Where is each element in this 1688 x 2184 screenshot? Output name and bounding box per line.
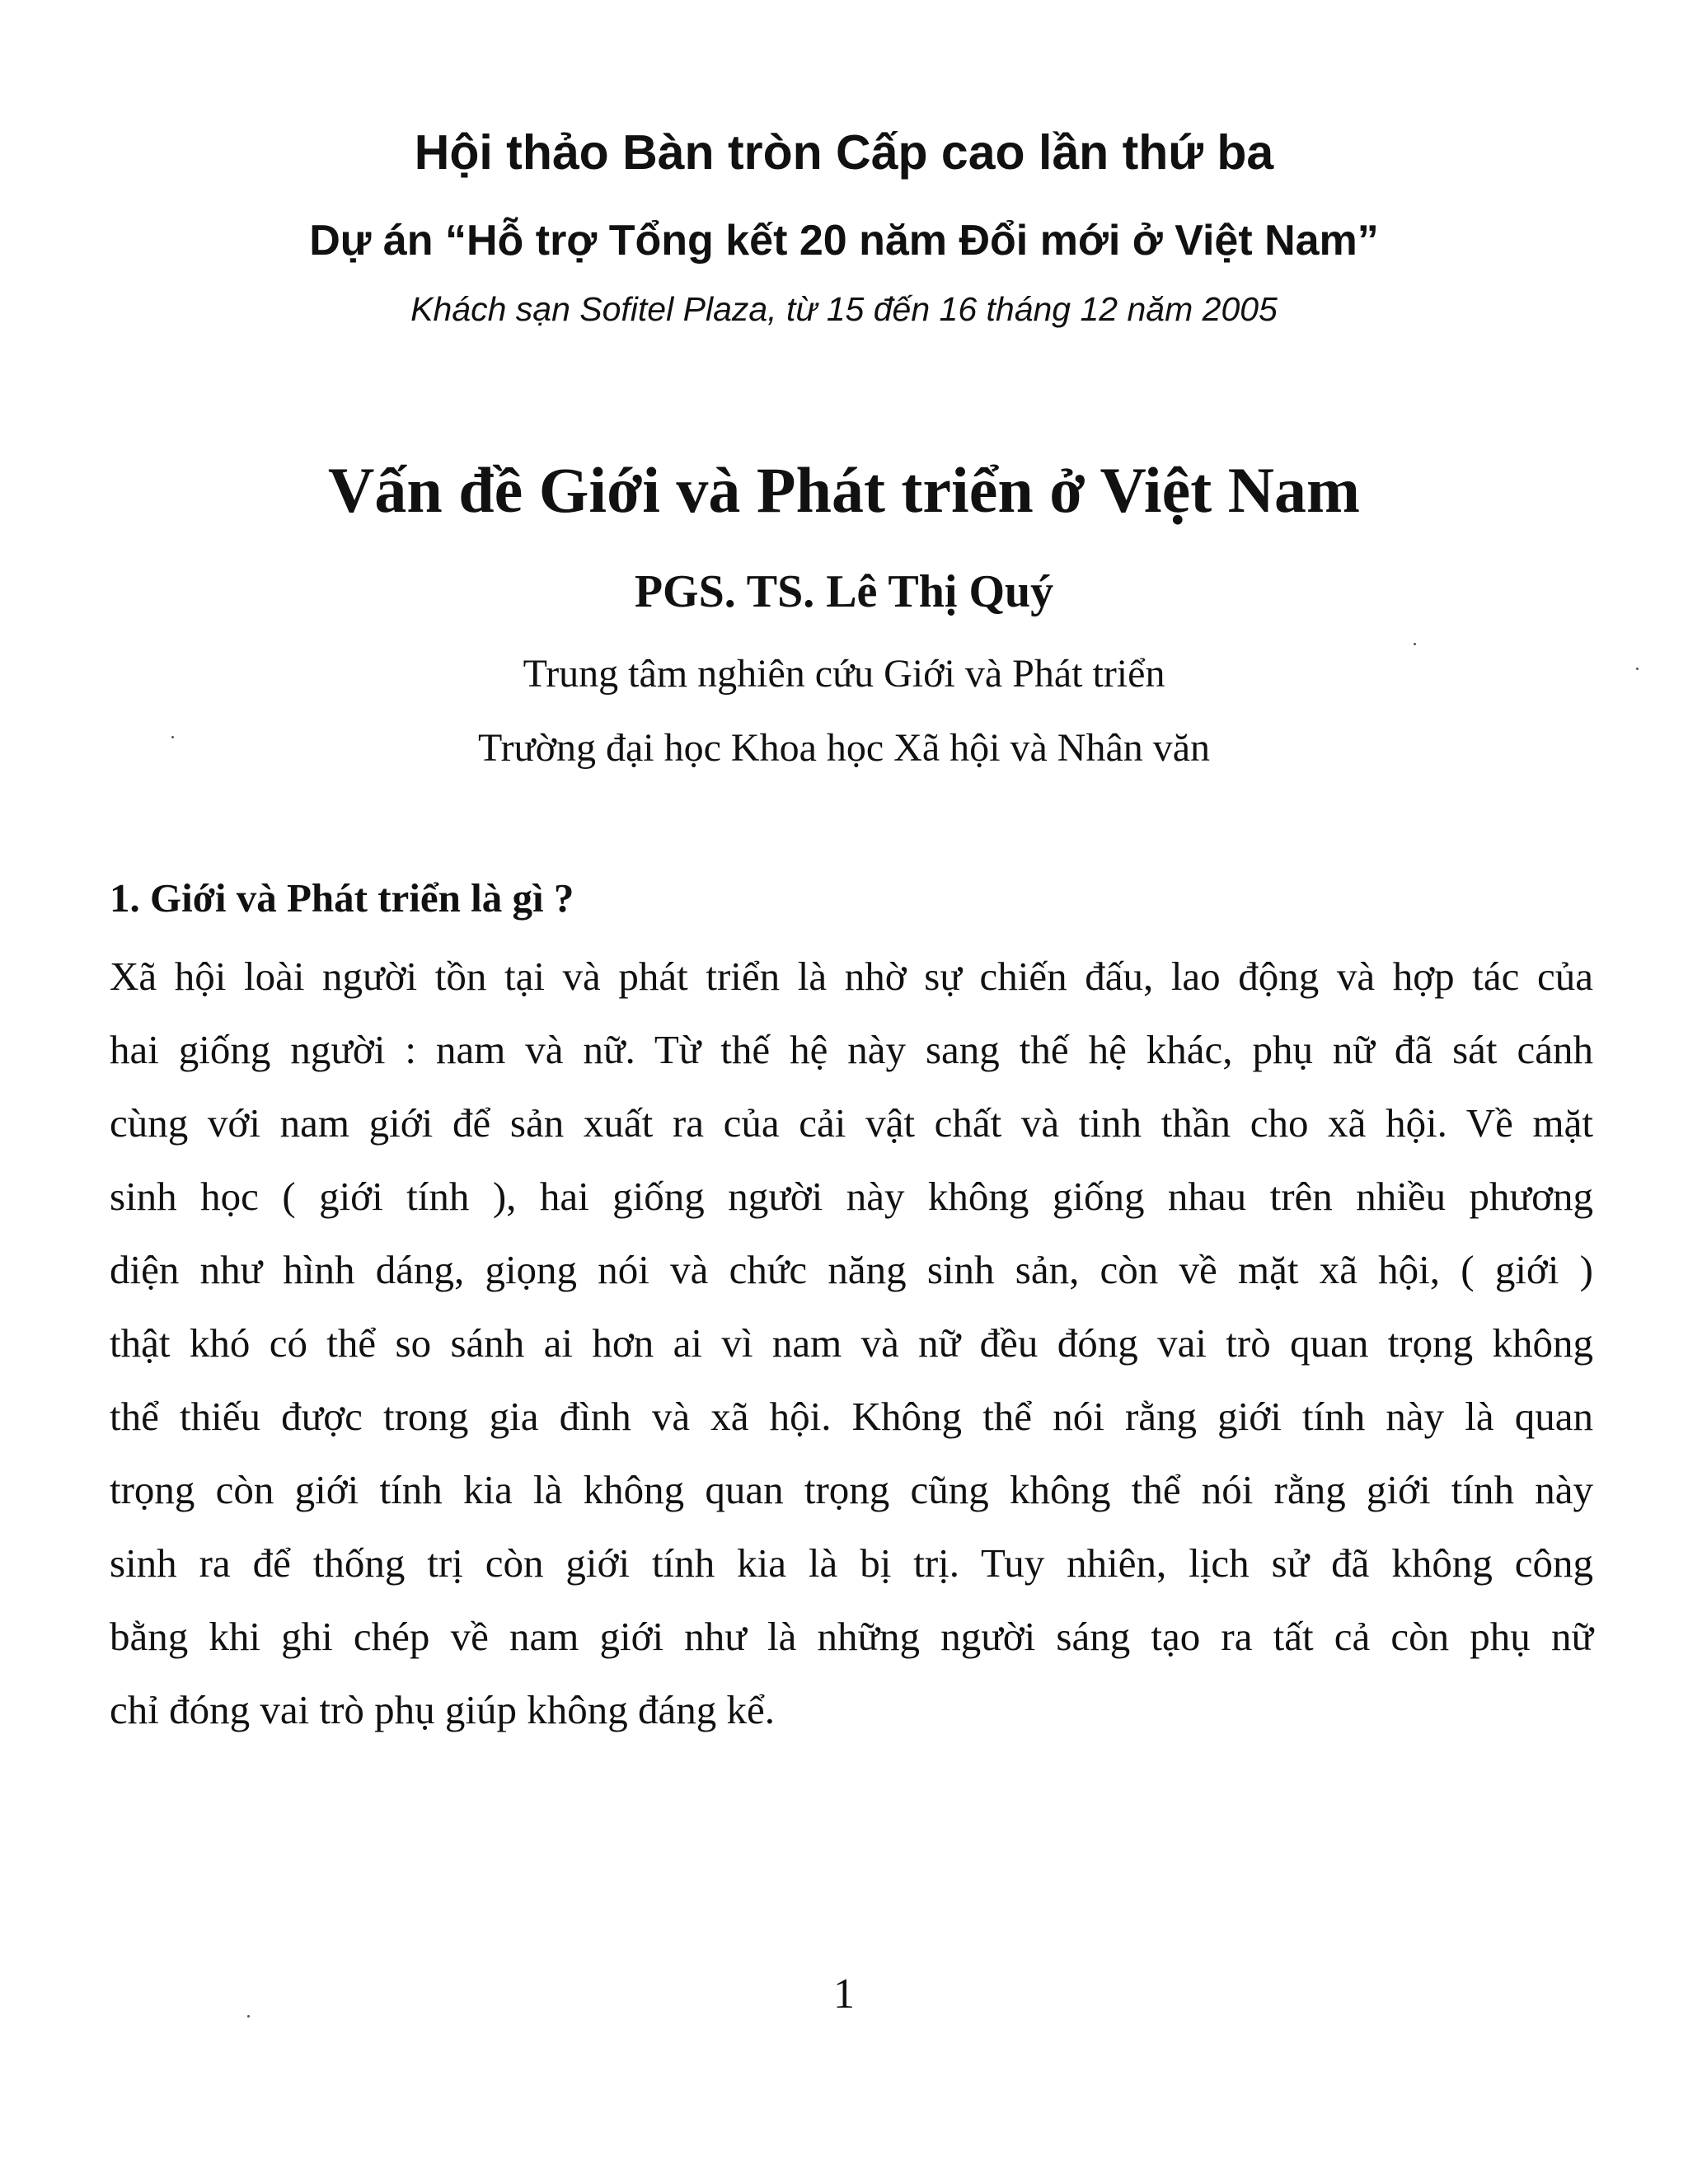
body-line: diện như hình dáng, giọng nói và chức năng sinh sản, còn về mặt xã hội, ( giới ): [110, 1247, 1593, 1292]
body-line: sinh ra để thống trị còn giới tính kia là bị trị. Tuy nhiên, lịch sử đã không công: [110, 1540, 1593, 1586]
body-line: thật khó có thể so sánh ai hơn ai vì nam và nữ đều đóng vai trò quan trọng không: [110, 1320, 1593, 1366]
body-line: cùng với nam giới để sản xuất ra của cải vật chất và tinh thần cho xã hội. Về mặt: [110, 1100, 1593, 1146]
body-line: chỉ đóng vai trò phụ giúp không đáng kể.: [110, 1687, 776, 1732]
page-number: 1: [833, 1971, 855, 2018]
paper-title: Vấn đề Giới và Phát triển ở Việt Nam: [328, 454, 1360, 526]
venue-line: Khách sạn Sofitel Plaza, từ 15 đến 16 tháng 12 năm 2005: [410, 290, 1278, 328]
scan-speck: [1636, 668, 1639, 670]
scan-speck: [1414, 643, 1416, 645]
body-line: Xã hội loài người tồn tại và phát triển là nhờ sự chiến đấu, lao động và hợp tác của: [110, 954, 1593, 999]
section-body: [110, 940, 1593, 1746]
author-name: PGS. TS. Lê Thị Quý: [634, 566, 1054, 617]
body-line: sinh học ( giới tính ), hai giống người này không giống nhau trên nhiều phương: [110, 1174, 1593, 1219]
affiliation-university: Trường đại học Khoa học Xã hội và Nhân văn: [477, 726, 1211, 770]
body-line: bằng khi ghi chép về nam giới như là những người sáng tạo ra tất cả còn phụ nữ: [110, 1614, 1593, 1659]
project-title: Dự án “Hỗ trợ Tổng kết 20 năm Đổi mới ở Việt Nam”: [309, 217, 1379, 265]
scan-speck: [247, 2015, 250, 2018]
scan-speck: [171, 736, 174, 738]
conference-title: Hội thảo Bàn tròn Cấp cao lần thứ ba: [414, 125, 1274, 180]
body-line: hai giống người : nam và nữ. Từ thế hệ này sang thế hệ khác, phụ nữ đã sát cánh: [110, 1027, 1593, 1072]
body-line: thể thiếu được trong gia đình và xã hội. Không thể nói rằng giới tính này là quan: [110, 1394, 1593, 1439]
section-heading: 1. Giới và Phát triển là gì ?: [110, 875, 574, 921]
body-line: trọng còn giới tính kia là không quan trọng cũng không thể nói rằng giới tính này: [110, 1467, 1593, 1512]
affiliation-center: Trung tâm nghiên cứu Giới và Phát triển: [523, 652, 1165, 696]
